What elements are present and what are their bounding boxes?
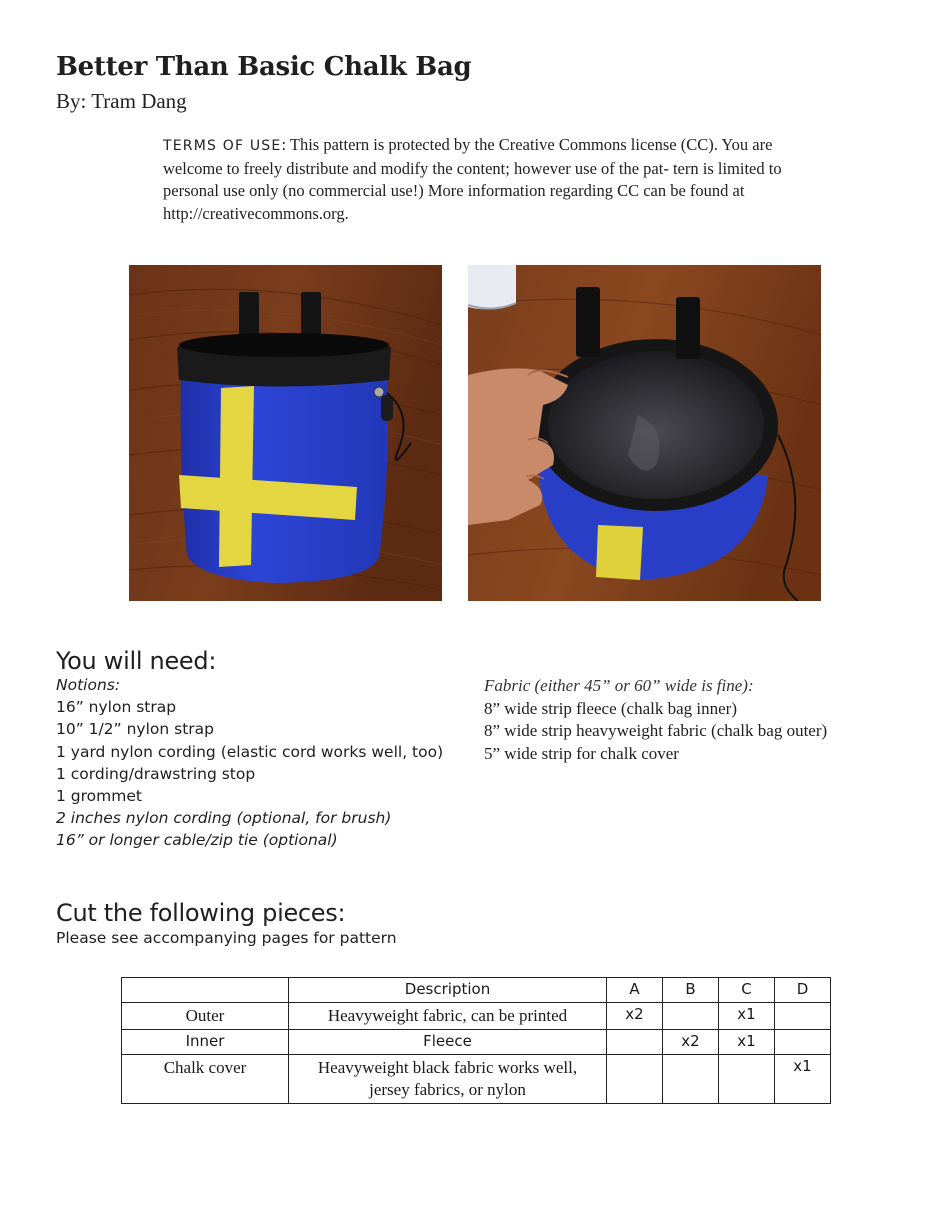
- table-row: [122, 1055, 831, 1104]
- table-header-cell: C: [719, 978, 775, 1003]
- table-cell: Inner: [122, 1030, 289, 1055]
- table-cell: x2: [663, 1030, 719, 1055]
- list-item-optional: 16” or longer cable/zip tie (optional): [56, 831, 338, 850]
- table-row: [122, 1030, 831, 1055]
- table-cell: [663, 1055, 719, 1104]
- table-cell: x1: [719, 1003, 775, 1030]
- fabric-list: [484, 675, 904, 766]
- list-item: 1 cording/drawstring stop: [56, 764, 256, 783]
- author-line: By: Tram Dang: [56, 89, 187, 113]
- table-header-cell: D: [775, 978, 831, 1003]
- chalk-bag-photo-front: [129, 265, 442, 601]
- list-item: 8” wide strip fleece (chalk bag inner): [484, 698, 737, 718]
- table-header-cell: [122, 978, 289, 1003]
- table-cell: Fleece: [289, 1030, 607, 1055]
- list-item: 1 yard nylon cording (elastic cord works well, too): [56, 742, 444, 761]
- table-cell: x1: [775, 1055, 831, 1104]
- cut-pieces-table: [121, 977, 831, 1104]
- table-cell: [663, 1003, 719, 1030]
- table-cell: x2: [607, 1003, 663, 1030]
- table-cell: Heavyweight black fabric works well, jersey fabrics, or nylon: [289, 1055, 607, 1104]
- list-item: 1 grommet: [56, 787, 142, 806]
- table-cell: [607, 1030, 663, 1055]
- needs-heading: You will need:: [56, 647, 217, 675]
- table-cell: Outer: [122, 1003, 289, 1030]
- table-cell: [775, 1003, 831, 1030]
- cut-heading: Cut the following pieces:: [56, 899, 346, 927]
- page-title: Better Than Basic Chalk Bag: [56, 52, 472, 82]
- table-row: [122, 1003, 831, 1030]
- table-cell: [775, 1030, 831, 1055]
- notions-label: Notions:: [56, 676, 121, 694]
- terms-label: TERMS OF USE: [163, 138, 282, 154]
- terms-of-use: [163, 134, 803, 225]
- table-header-cell: A: [607, 978, 663, 1003]
- table-header-row: [122, 978, 831, 1003]
- list-item: 10” 1/2” nylon strap: [56, 720, 214, 739]
- table-header-cell: Description: [289, 978, 607, 1003]
- fabric-label: Fabric (either 45” or 60” wide is fine):: [484, 676, 754, 695]
- list-item: 16” nylon strap: [56, 698, 177, 717]
- terms-text: : This pattern is protected by the Creative Commons license (CC). You are welcome to freely distribute and modify the content; however use of the pat- tern is limited to personal use only (no commercial use!) More information regarding CC can be found at http://creativecommons.org.: [163, 135, 782, 223]
- list-item-optional: 2 inches nylon cording (optional, for brush): [56, 809, 392, 828]
- table-cell: Heavyweight fabric, can be printed: [289, 1003, 607, 1030]
- table-cell: x1: [719, 1030, 775, 1055]
- notions-list: [56, 674, 476, 852]
- table-header-cell: B: [663, 978, 719, 1003]
- list-item: 5” wide strip for chalk cover: [484, 744, 679, 764]
- table-cell: [719, 1055, 775, 1104]
- cut-subtitle: Please see accompanying pages for pattern: [56, 929, 397, 947]
- list-item: 8” wide strip heavyweight fabric (chalk bag outer): [484, 721, 828, 741]
- table-cell: [607, 1055, 663, 1104]
- chalk-bag-photo-open: [468, 265, 821, 601]
- table-cell: Chalk cover: [122, 1055, 289, 1104]
